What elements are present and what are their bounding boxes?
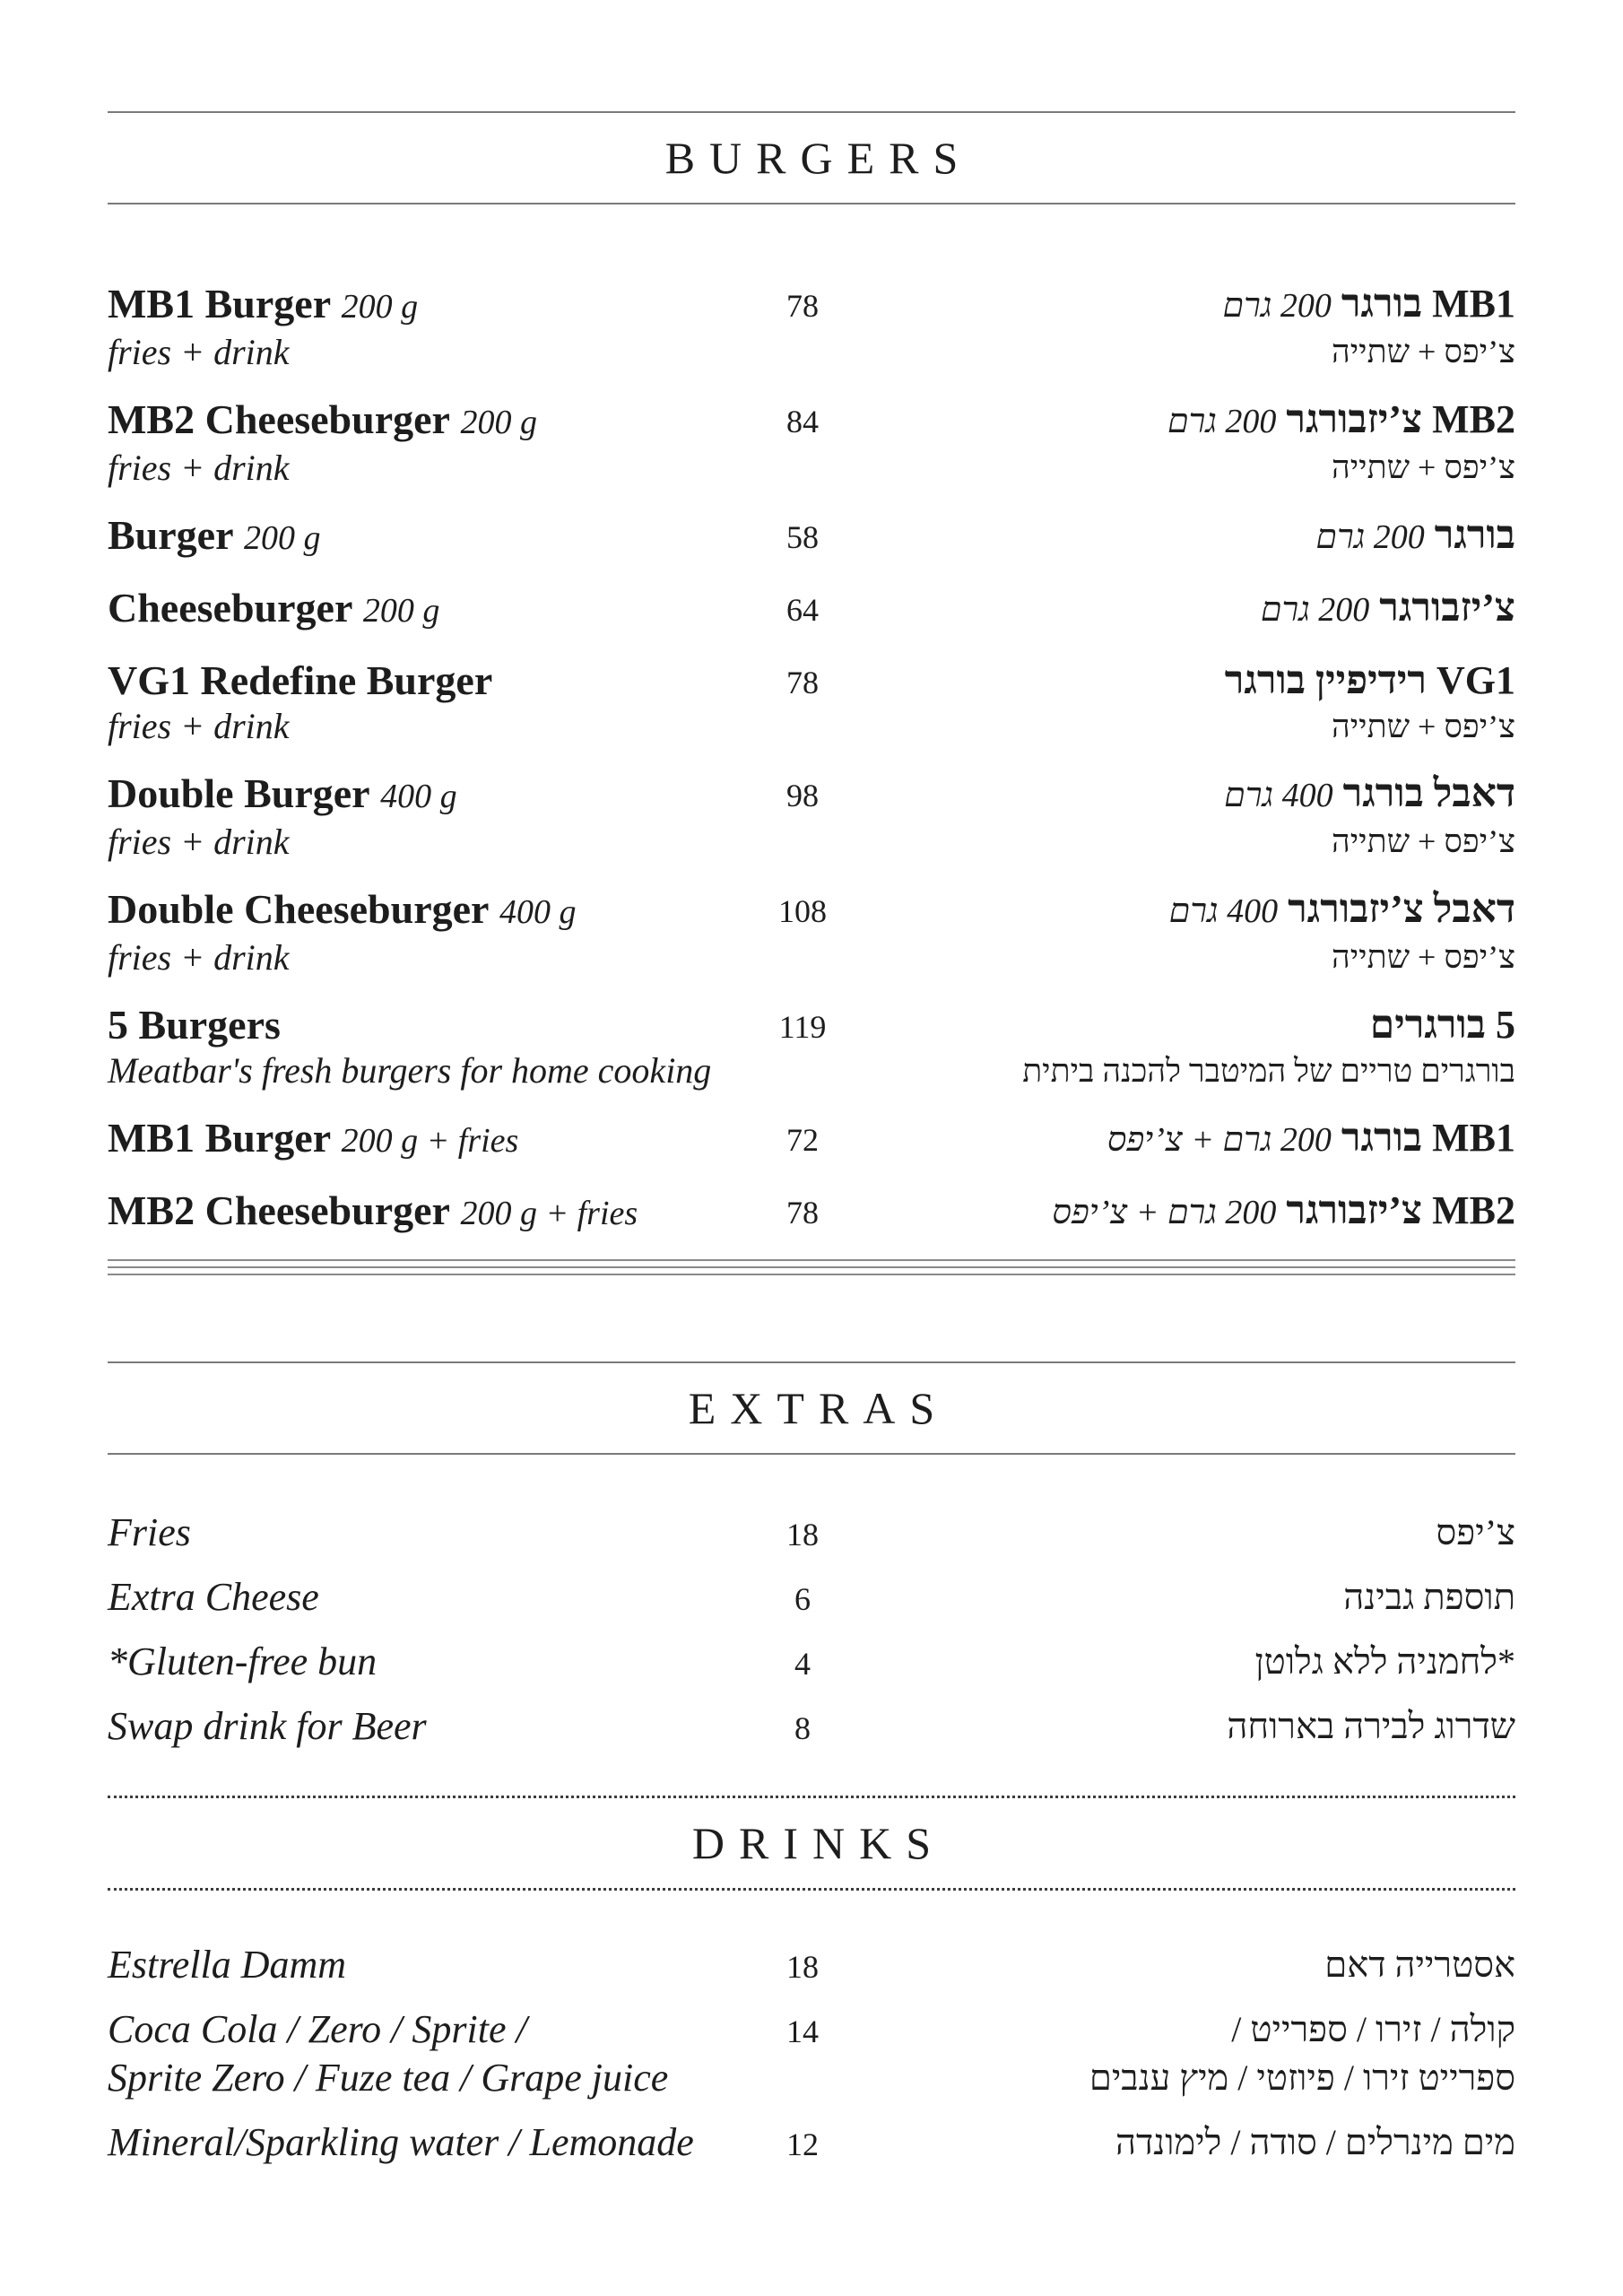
item-size-he: 400 גרם — [1168, 892, 1279, 930]
item-name-he: דאבל בורגר — [1342, 771, 1515, 815]
item-name-en: MB1 Burger — [108, 281, 332, 326]
item-name-line — [870, 511, 1515, 561]
menu-row — [108, 1001, 1515, 1092]
item-name-line — [870, 1638, 1515, 1686]
item-size-he: 400 גרם — [1224, 777, 1333, 814]
item-name-he: אסטרייה דאם — [1324, 1944, 1515, 1985]
menu-content — [0, 111, 1623, 2167]
item-name-en: Burger — [108, 512, 234, 558]
item-name-line — [108, 657, 735, 705]
item-name-he: קולה / זירו / ספרייט / — [1231, 2009, 1515, 2049]
item-name-he: בורגר — [1434, 513, 1515, 557]
item-price: 108 — [778, 893, 827, 929]
drinks-section-header — [108, 1796, 1515, 1891]
item-size-he: 200 גרם — [1260, 591, 1370, 629]
item-english — [108, 2005, 735, 2102]
item-english — [108, 1001, 735, 1092]
item-name-line — [870, 1941, 1515, 1989]
menu-row — [108, 511, 1515, 562]
item-price: 78 — [786, 1195, 819, 1231]
item-english — [108, 280, 735, 374]
item-name-line — [870, 2118, 1515, 2167]
item-name-line — [870, 657, 1515, 705]
item-name-he: MB1 בורגר — [1341, 1116, 1515, 1160]
item-size-en: 200 g — [244, 519, 321, 557]
item-price: 4 — [794, 1646, 811, 1682]
item-price: 18 — [786, 1949, 819, 1985]
item-name-line — [108, 396, 735, 447]
item-name-line — [870, 1187, 1515, 1237]
menu-row — [108, 1114, 1515, 1165]
item-hebrew — [870, 657, 1515, 748]
item-hebrew — [870, 1638, 1515, 1686]
item-english — [108, 1702, 735, 1751]
item-name-en: MB2 Cheeseburger — [108, 396, 450, 442]
item-name-line — [870, 396, 1515, 446]
item-name-line — [108, 1114, 735, 1165]
item-english — [108, 1114, 735, 1165]
item-desc-he: בורגרים טריים של המיטבר להכנה ביתית — [1022, 1053, 1515, 1089]
item-name-line — [108, 1702, 735, 1751]
item-hebrew — [870, 1702, 1515, 1751]
item-name-he: תוספת גבינה — [1343, 1577, 1515, 1617]
item-price: 78 — [786, 288, 819, 324]
item-size-en: 200 g + fries — [341, 1122, 519, 1160]
menu-row — [108, 396, 1515, 490]
item-hebrew — [870, 770, 1515, 864]
item-name-line — [108, 280, 735, 331]
menu-row — [108, 280, 1515, 374]
menu-row — [108, 1638, 1515, 1686]
item-name-en: Double Burger — [108, 770, 370, 816]
item-english — [108, 511, 735, 562]
item-name-line — [108, 2118, 735, 2167]
item-size-en: 200 g — [460, 404, 537, 441]
item-price: 8 — [794, 1710, 811, 1746]
item-size-en: 200 g + fries — [460, 1195, 638, 1232]
item-name-en: Swap drink for Beer — [108, 1704, 427, 1748]
item-price: 84 — [786, 404, 819, 439]
item-hebrew — [870, 584, 1515, 635]
item-name-line — [108, 584, 735, 635]
item-english — [108, 1941, 735, 1989]
item-name-he: MB2 צ’יזבורגר — [1286, 397, 1515, 441]
item-size-en: 200 g — [362, 592, 440, 630]
item-name-line2-en: Sprite Zero / Fuze tea / Grape juice — [108, 2056, 669, 2100]
item-name-line — [108, 1941, 735, 1989]
item-english — [108, 657, 735, 748]
item-hebrew — [870, 1509, 1515, 1557]
section-title-extras: EXTRAS — [688, 1383, 950, 1433]
item-size-he: 200 גרם — [1222, 287, 1332, 325]
item-name-en: Fries — [108, 1510, 191, 1554]
item-size-en: 200 g — [341, 288, 419, 326]
menu-row — [108, 1702, 1515, 1751]
item-name-line — [108, 1573, 735, 1622]
section-title-burgers: BURGERS — [664, 133, 973, 183]
item-name-line — [870, 280, 1515, 330]
menu-row — [108, 2005, 1515, 2102]
item-name-he: מים מינרלים / סודה / לימונדה — [1115, 2122, 1515, 2162]
item-name-line — [108, 885, 735, 936]
item-desc-en: fries + drink — [108, 706, 290, 746]
item-size-en: 400 g — [499, 893, 577, 931]
item-price: 78 — [786, 665, 819, 700]
item-price: 72 — [786, 1122, 819, 1158]
item-name-he: צ’יזבורגר — [1379, 586, 1515, 630]
item-name-line — [870, 584, 1515, 634]
item-desc-en: fries + drink — [108, 822, 290, 862]
item-name-he: MB2 צ’יזבורגר — [1286, 1188, 1515, 1232]
item-name-line2-he: ספרייט זירו / פיוזטי / מיץ ענבים — [1089, 2057, 1515, 2098]
item-hebrew — [870, 1941, 1515, 1989]
menu-row — [108, 584, 1515, 635]
item-size-he: 200 גרם — [1167, 403, 1277, 440]
item-name-he: 5 בורגרים — [1369, 1003, 1515, 1047]
item-name-en: Coca Cola / Zero / Sprite / — [108, 2007, 527, 2051]
item-desc-he: צ’יפס + שתייה — [1332, 449, 1515, 485]
item-english — [108, 584, 735, 635]
drinks-item-list — [108, 1941, 1515, 2167]
item-size-en: 400 g — [380, 778, 457, 815]
item-hebrew — [870, 2118, 1515, 2167]
menu-row — [108, 885, 1515, 979]
item-name-he: *לחמניה ללא גלוטן — [1254, 1641, 1515, 1682]
extras-item-list — [108, 1509, 1515, 1751]
item-hebrew — [870, 280, 1515, 374]
menu-row — [108, 1509, 1515, 1557]
item-name-en: Estrella Damm — [108, 1943, 347, 1987]
item-hebrew — [870, 1187, 1515, 1238]
item-desc-he: צ’יפס + שתייה — [1332, 939, 1515, 975]
item-name-line — [870, 2005, 1515, 2054]
item-desc-en: fries + drink — [108, 937, 290, 978]
item-desc-en: fries + drink — [108, 332, 290, 372]
item-hebrew — [870, 396, 1515, 490]
item-name-line — [870, 1114, 1515, 1164]
item-price: 6 — [794, 1581, 811, 1617]
menu-row — [108, 1187, 1515, 1238]
item-price: 64 — [786, 592, 819, 628]
item-english — [108, 396, 735, 490]
item-price: 18 — [786, 1517, 819, 1552]
item-name-en: *Gluten-free bun — [108, 1639, 378, 1683]
item-hebrew — [870, 1114, 1515, 1165]
menu-row — [108, 2118, 1515, 2167]
item-name-en: Cheeseburger — [108, 585, 353, 631]
item-desc-he: צ’יפס + שתייה — [1332, 709, 1515, 744]
divider-line — [108, 1259, 1515, 1261]
item-name-line — [870, 885, 1515, 935]
item-hebrew — [870, 2005, 1515, 2102]
item-name-he: שדרוג לבירה בארוחה — [1227, 1706, 1515, 1746]
item-name-line — [870, 770, 1515, 820]
item-english — [108, 1509, 735, 1557]
item-english — [108, 1638, 735, 1686]
menu-row — [108, 657, 1515, 748]
item-name-he: צ’יפס — [1436, 1512, 1515, 1552]
item-name-en: VG1 Redefine Burger — [108, 657, 493, 703]
menu-row — [108, 770, 1515, 864]
menu-row — [108, 1573, 1515, 1622]
item-name-en: Mineral/Sparkling water / Lemonade — [108, 2120, 694, 2164]
item-english — [108, 770, 735, 864]
item-size-he: 200 גרם — [1315, 518, 1425, 556]
menu-row — [108, 1941, 1515, 1989]
item-price: 12 — [786, 2126, 819, 2162]
item-desc-he: צ’יפס + שתייה — [1332, 334, 1515, 370]
item-hebrew — [870, 1001, 1515, 1092]
burgers-section-header — [108, 111, 1515, 204]
item-name-line — [108, 511, 735, 562]
item-english — [108, 1187, 735, 1238]
item-hebrew — [870, 885, 1515, 979]
item-price: 58 — [786, 519, 819, 555]
item-name-line — [870, 1702, 1515, 1751]
item-name-line — [108, 1509, 735, 1557]
item-name-line — [108, 1001, 735, 1049]
item-desc-en: Meatbar's fresh burgers for home cooking — [108, 1050, 712, 1091]
item-name-he: דאבל צ’יזבורגר — [1288, 887, 1515, 931]
item-name-line — [870, 1573, 1515, 1622]
item-hebrew — [870, 1573, 1515, 1622]
section-divider — [108, 1259, 1515, 1275]
item-english — [108, 885, 735, 979]
item-name-en: Extra Cheese — [108, 1575, 319, 1619]
item-name-line — [108, 1187, 735, 1238]
item-name-en: Double Cheeseburger — [108, 886, 490, 932]
item-name-he: VG1 רידיפיין בורגר — [1224, 658, 1515, 702]
item-desc-en: fries + drink — [108, 448, 290, 488]
item-english — [108, 1573, 735, 1622]
item-price: 14 — [786, 2013, 819, 2049]
item-price: 98 — [786, 778, 819, 813]
item-price: 119 — [778, 1009, 827, 1045]
item-size-he: 200 גרם + צ’יפס — [1107, 1121, 1332, 1159]
divider-line — [108, 1266, 1515, 1268]
item-size-he: 200 גרם + צ’יפס — [1052, 1194, 1277, 1231]
divider-line — [108, 1274, 1515, 1275]
item-desc-he: צ’יפס + שתייה — [1332, 823, 1515, 859]
extras-section-header — [108, 1361, 1515, 1455]
item-name-line — [108, 2005, 735, 2054]
item-name-line — [108, 770, 735, 821]
item-name-line — [870, 1001, 1515, 1049]
item-hebrew — [870, 511, 1515, 562]
item-name-he: MB1 בורגר — [1341, 282, 1515, 326]
burgers-item-list — [108, 280, 1515, 1238]
item-name-line — [870, 1509, 1515, 1557]
item-name-en: MB1 Burger — [108, 1115, 332, 1161]
item-name-line — [108, 1638, 735, 1686]
section-title-drinks: DRINKS — [691, 1818, 946, 1868]
item-name-en: MB2 Cheeseburger — [108, 1187, 450, 1233]
item-name-en: 5 Burgers — [108, 1002, 281, 1048]
item-english — [108, 2118, 735, 2167]
